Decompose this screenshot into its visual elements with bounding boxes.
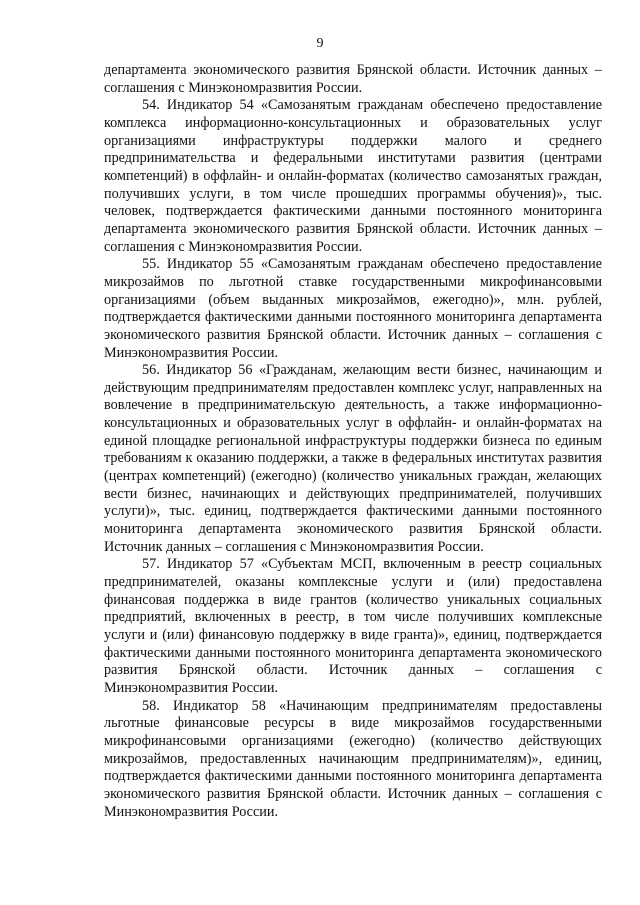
document-body: [104, 62, 602, 821]
page-number: 9: [316, 36, 324, 51]
paragraph-indicator-57: 57. Индикатор 57 «Субъектам МСП, включенным в реестр социальных предпринимателей, оказаны комплексные услуги и (или) предоставлена финансовая поддержка в виде грантов (количество уникальных социальных предприятий, включенных в реестр, в том числе получивших комплексные услуги и (или) финансовую поддержку в виде гранта)», единиц, подтверждается фактическими данными постоянного мониторинга департамента экономического развития Брянской области. Источник данных – соглашения с Минэкономразвития России.: [104, 556, 602, 696]
paragraph-indicator-56: 56. Индикатор 56 «Гражданам, желающим вести бизнес, начинающим и действующим предпринимателям предоставлен комплекс услуг, направленных на вовлечение в предпринимательскую деятельность, а также информационно-консультационных и образовательных услуг в оффлайн- и онлайн-форматах на единой площадке региональной инфраструктуры поддержки бизнеса по единым требованиям к оказанию поддержки, а также в федеральных институтах развития (центрах компетенций) (ежегодно) (количество уникальных граждан, желающих вести бизнес, начинающих и действующих предпринимателей, получивших услуги)», тыс. единиц, подтверждается фактическими данными постоянного мониторинга департамента экономического развития Брянской области. Источник данных – соглашения с Минэкономразвития России.: [104, 362, 602, 555]
paragraph-indicator-55: 55. Индикатор 55 «Самозанятым гражданам обеспечено предоставление микрозаймов по льготной ставке государственными микрофинансовыми организациями (объем выданных микрозаймов, ежегодно)», млн. рублей, подтверждается фактическими данными постоянного мониторинга департамента экономического развития Брянской области. Источник данных – соглашения с Минэкономразвития России.: [104, 256, 602, 361]
paragraph-indicator-58: 58. Индикатор 58 «Начинающим предпринимателям предоставлены льготные финансовые ресурсы в виде микрозаймов государственными микрофинансовыми организациями (ежегодно) (количество действующих микрозаймов, предоставленных начинающим предпринимателям)», единиц, подтверждается фактическими данными постоянного мониторинга департамента экономического развития Брянской области. Источник данных – соглашения с Минэкономразвития России.: [104, 697, 602, 820]
paragraph-indicator-54: 54. Индикатор 54 «Самозанятым гражданам обеспечено предоставление комплекса информационно-консультационных и образовательных услуг организациями инфраструктуры поддержки малого и среднего предпринимательства и федеральными институтами развития (центрами компетенций) в оффлайн- и онлайн-форматах (количество самозанятых граждан, получивших услуги, в том числе прошедших программы обучения)», тыс. человек, подтверждается фактическими данными постоянного мониторинга департамента экономического развития Брянской области. Источник данных – соглашения с Минэкономразвития России.: [104, 97, 602, 255]
paragraph-continuation: департамента экономического развития Брянской области. Источник данных – соглашения с Минэкономразвития России.: [104, 62, 602, 96]
